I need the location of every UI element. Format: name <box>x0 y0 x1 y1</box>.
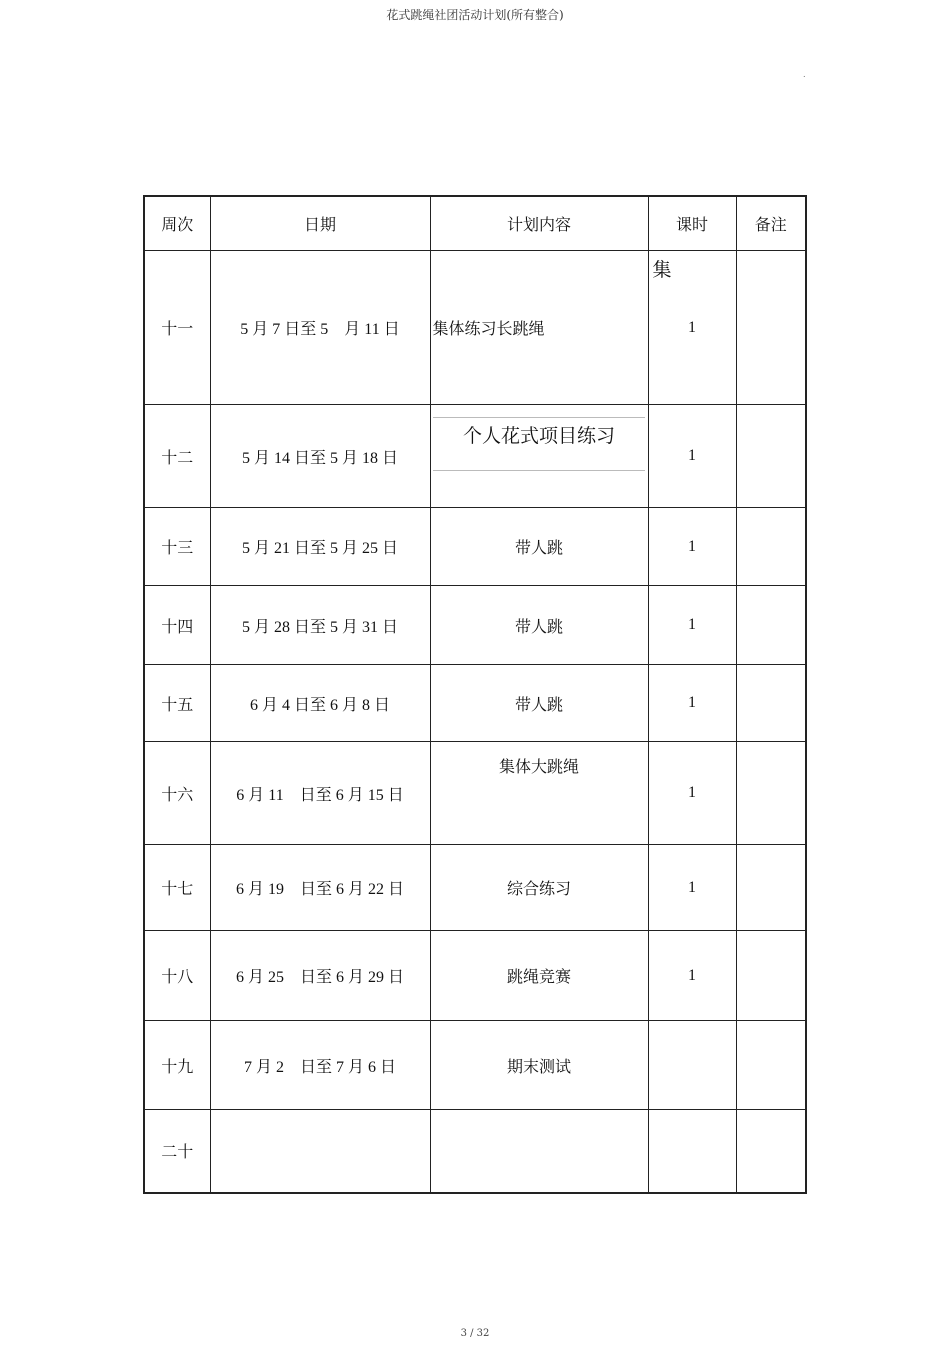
week-cell: 十三 <box>144 508 210 586</box>
date-cell: 5 月 21 日至 5 月 25 日 <box>210 508 430 586</box>
notes-cell <box>736 586 806 665</box>
table-header-row <box>144 196 806 251</box>
header-week: 周次 <box>144 196 210 251</box>
content-cell: 综合练习 <box>430 845 648 931</box>
content-cell: 带人跳 <box>430 508 648 586</box>
content-cell: 跳绳竞赛 <box>430 931 648 1021</box>
header-date: 日期 <box>210 196 430 251</box>
week-cell: 十六 <box>144 742 210 845</box>
date-cell: 7 月 2 日至 7 月 6 日 <box>210 1021 430 1110</box>
table-row <box>144 508 806 586</box>
activity-plan-table <box>143 195 807 1194</box>
content-cell <box>430 405 648 508</box>
week-cell: 十二 <box>144 405 210 508</box>
content-cell: 集体大跳绳 <box>430 742 648 845</box>
week-cell: 十四 <box>144 586 210 665</box>
corner-mark: . <box>803 70 806 79</box>
week-cell: 十九 <box>144 1021 210 1110</box>
table-row <box>144 931 806 1021</box>
date-cell: 5 月 14 日至 5 月 18 日 <box>210 405 430 508</box>
hours-cell: 1 <box>648 742 736 845</box>
week-cell: 十一 <box>144 251 210 405</box>
content-cell: 集体练习长跳绳 <box>430 251 648 405</box>
table-row <box>144 251 806 405</box>
week-cell: 十五 <box>144 665 210 742</box>
notes-cell <box>736 845 806 931</box>
date-cell: 6 月 19 日至 6 月 22 日 <box>210 845 430 931</box>
table-row <box>144 1110 806 1193</box>
date-cell: 6 月 4 日至 6 月 8 日 <box>210 665 430 742</box>
date-cell: 6 月 25 日至 6 月 29 日 <box>210 931 430 1021</box>
hours-cell <box>648 251 736 405</box>
content-cell: 带人跳 <box>430 586 648 665</box>
week-cell: 二十 <box>144 1110 210 1193</box>
running-header: 花式跳绳社团活动计划(所有整合) <box>386 8 564 22</box>
table-row <box>144 742 806 845</box>
table-row <box>144 586 806 665</box>
header-content: 计划内容 <box>430 196 648 251</box>
hours-value: 1 <box>688 318 696 336</box>
hours-cell: 1 <box>648 586 736 665</box>
content-cell: 期末测试 <box>430 1021 648 1110</box>
table-row <box>144 1021 806 1110</box>
notes-cell <box>736 1110 806 1193</box>
date-cell <box>210 1110 430 1193</box>
hours-cell: 1 <box>648 845 736 931</box>
week-cell: 十八 <box>144 931 210 1021</box>
hours-cell: 1 <box>648 665 736 742</box>
notes-cell <box>736 251 806 405</box>
hours-cell <box>648 1021 736 1110</box>
header-notes: 备注 <box>736 196 806 251</box>
notes-cell <box>736 405 806 508</box>
header-hours: 课时 <box>648 196 736 251</box>
content-text: 个人花式项目练习 <box>433 417 645 471</box>
date-cell: 5 月 7 日至 5 月 11 日 <box>210 251 430 405</box>
notes-cell <box>736 1021 806 1110</box>
hours-cell: 1 <box>648 508 736 586</box>
content-cell <box>430 1110 648 1193</box>
notes-cell <box>736 931 806 1021</box>
hours-cell: 1 <box>648 931 736 1021</box>
notes-cell <box>736 742 806 845</box>
notes-cell <box>736 508 806 586</box>
hours-cell: 1 <box>648 405 736 508</box>
date-cell: 5 月 28 日至 5 月 31 日 <box>210 586 430 665</box>
hours-cell <box>648 1110 736 1193</box>
date-cell: 6 月 11 日至 6 月 15 日 <box>210 742 430 845</box>
week-cell: 十七 <box>144 845 210 931</box>
notes-cell <box>736 665 806 742</box>
table-row <box>144 665 806 742</box>
hours-prefix: 集 <box>652 260 672 281</box>
table-row <box>144 845 806 931</box>
page-number: 3 / 32 <box>460 1328 490 1339</box>
content-cell: 带人跳 <box>430 665 648 742</box>
table-row <box>144 405 806 508</box>
